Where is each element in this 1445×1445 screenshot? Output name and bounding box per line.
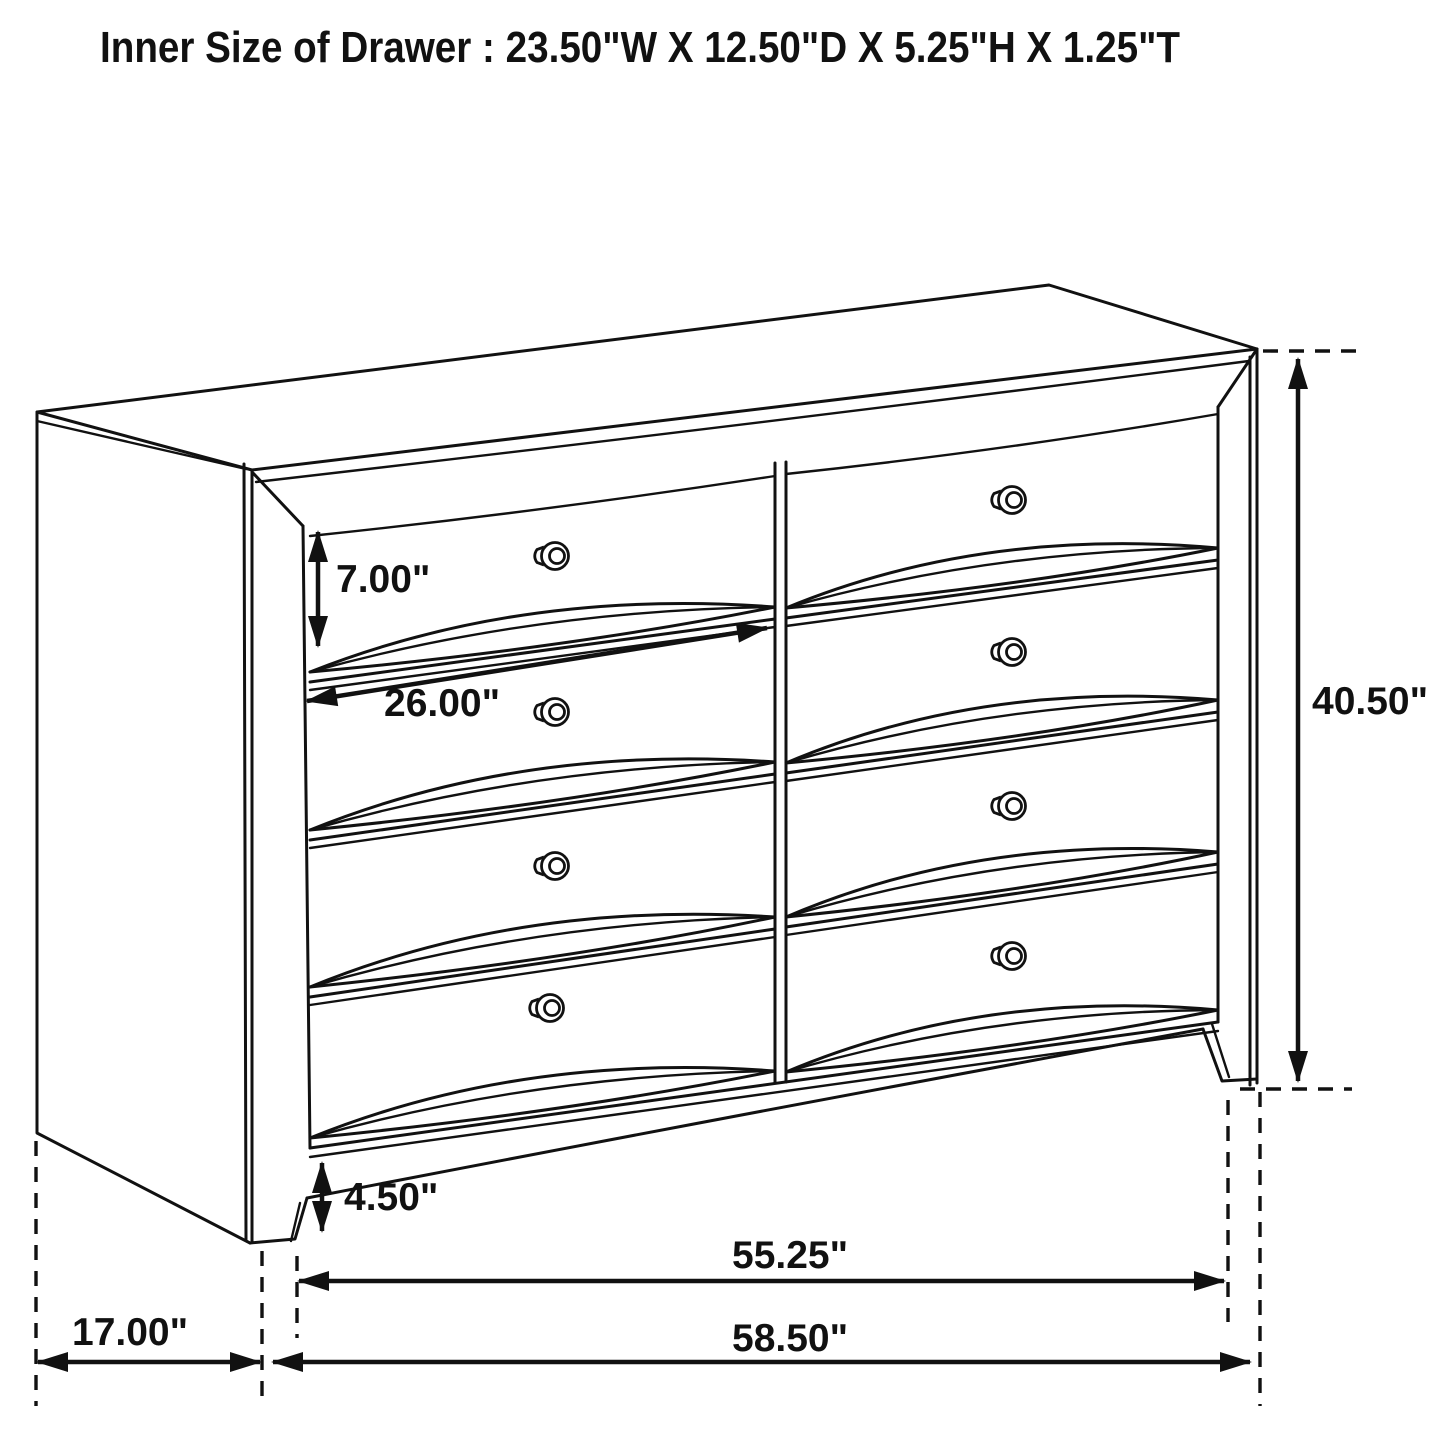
drawer-gap-line — [310, 774, 775, 840]
base-apron-edge — [307, 1029, 1203, 1198]
drawer-top-edge — [786, 568, 1218, 626]
drawer-knob-icon — [530, 995, 564, 1022]
drawer-carving-mid — [310, 1071, 775, 1138]
drawer-carving-mid — [310, 917, 775, 987]
drawer-carving-upper — [786, 848, 1218, 917]
drawer-top-edge — [310, 937, 775, 1005]
drawer-carving-upper — [310, 914, 775, 987]
drawer-gap-line — [786, 560, 1218, 618]
drawer-carving-mid — [786, 700, 1218, 763]
label-drawer-height: 7.00" — [336, 558, 431, 601]
drawer-top-edge — [786, 414, 1218, 474]
drawer-knob-icon — [992, 487, 1026, 514]
label-overall-height: 40.50" — [1312, 680, 1429, 723]
drawer-gap-line — [310, 619, 775, 682]
label-front-width: 55.25" — [732, 1234, 849, 1277]
drawer-carving-mid — [786, 852, 1218, 917]
cabinet-side-panel — [37, 412, 250, 1243]
drawer-top-edge — [786, 720, 1218, 781]
drawer-carving-upper — [310, 759, 775, 830]
drawer-left-3 — [310, 782, 775, 997]
drawer-column-right — [786, 414, 1218, 1072]
drawer-carving-mid — [310, 762, 775, 830]
crown-molding-line — [256, 361, 1249, 482]
drawer-right-4 — [786, 872, 1218, 1072]
right-foot-detail — [1212, 1024, 1229, 1077]
drawer-knob-icon — [535, 853, 569, 880]
frame-left-inner-edge — [303, 526, 310, 1148]
label-base-height: 4.50" — [344, 1176, 439, 1219]
drawer-top-edge — [786, 872, 1218, 935]
cabinet-top-face — [37, 285, 1257, 470]
page-title: Inner Size of Drawer : 23.50"W X 12.50"D X 5.25"H X 1.25"T — [100, 23, 1181, 72]
drawer-left-2 — [310, 627, 775, 840]
drawer-knob-icon — [992, 943, 1026, 970]
cabinet-outline — [37, 285, 1257, 1243]
drawer-carving-lower — [786, 852, 1218, 917]
label-side-depth: 17.00" — [72, 1311, 189, 1354]
extension-guides — [36, 351, 1357, 1406]
drawer-knob-icon — [992, 793, 1026, 820]
top-left-edge-detail — [37, 421, 246, 469]
label-overall-width: 58.50" — [732, 1317, 849, 1360]
drawer-carving-lower — [310, 917, 775, 987]
drawer-right-2 — [786, 568, 1218, 773]
drawer-top-edge — [310, 782, 775, 848]
drawer-gap-line — [786, 712, 1218, 773]
drawer-right-3 — [786, 720, 1218, 927]
drawer-knob-icon — [535, 699, 569, 726]
drawer-carving-lower — [786, 700, 1218, 763]
drawer-gap-line — [786, 864, 1218, 927]
label-drawer-width: 26.00" — [384, 682, 501, 725]
base-rail-top-edge — [310, 1022, 1218, 1148]
drawer-carving-lower — [310, 762, 775, 830]
drawer-knobs — [530, 487, 1026, 1022]
drawer-carving-lower — [786, 548, 1218, 608]
drawer-knob-icon — [535, 543, 569, 570]
side-front-corner-outer — [244, 464, 246, 1240]
drawer-carving-mid — [786, 548, 1218, 608]
drawer-right-1 — [786, 414, 1218, 618]
drawer-top-edge — [310, 476, 775, 536]
drawer-carving-lower — [310, 1071, 775, 1138]
drawer-knob-icon — [992, 639, 1026, 666]
dimension-arrows — [38, 359, 1298, 1362]
